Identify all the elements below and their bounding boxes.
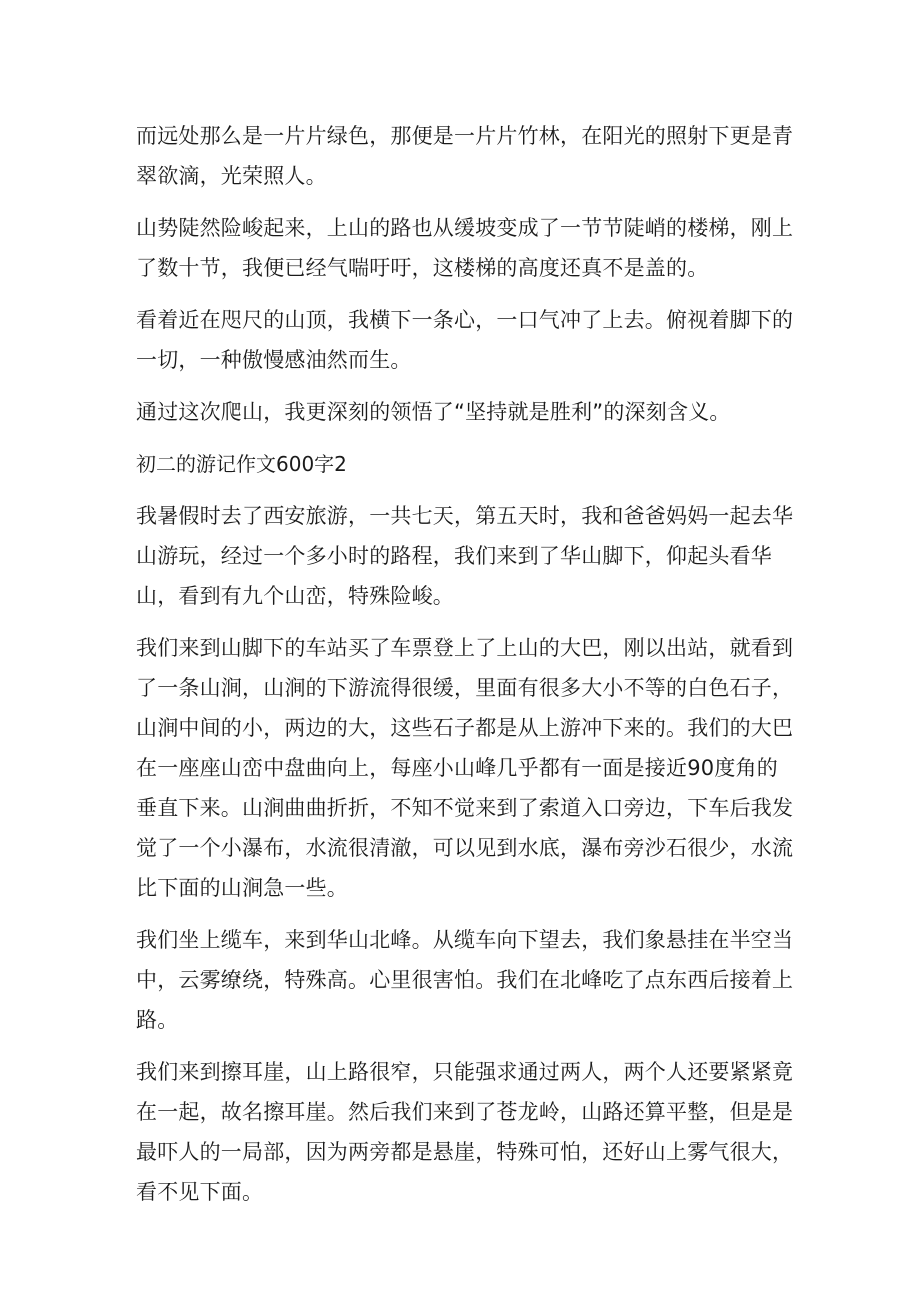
paragraph-conclusion: 通过这次爬山，我更深刻的领悟了“坚持就是胜利”的深刻含义。	[136, 400, 731, 424]
paragraph-bamboo: 而远处那么是一片片绿色，那便是一片片竹林，在阳光的照射下更是青翠欲滴，光荣照人。	[136, 124, 794, 188]
paragraph-summit: 看着近在咫尺的山顶，我横下一条心，一口气冲了上去。俯视着脚下的一切，一种傲慢感油然而生。	[136, 308, 794, 372]
paragraph-cable-car: 我们坐上缆车，来到华山北峰。从缆车向下望去，我们象悬挂在半空当中，云雾缭绕，特殊高。心里很害怕。我们在北峰吃了点东西后接着上路。	[136, 928, 794, 1032]
paragraph-xian-trip: 我暑假时去了西安旅游，一共七天，第五天时，我和爸爸妈妈一起去华山游玩，经过一个多小时的路程，我们来到了华山脚下，仰起头看华山，看到有九个山峦，特殊险峻。	[136, 504, 794, 608]
section-title: 初二的游记作文600字2	[136, 452, 347, 476]
document-body	[136, 116, 796, 1224]
paragraph-bus-stream: 我们来到山脚下的车站买了车票登上了上山的大巴，刚以出站，就看到了一条山涧，山涧的下游流得很缓，里面有很多大小不等的白色石子，山涧中间的小，两边的大，这些石子都是从上游冲下来的。我们的大巴在一座座山峦中盘曲向上，每座小山峰几乎都有一面是接近90度角的垂直下来。山涧曲曲折折，不知不觉来到了索道入口旁边，下车后我发觉了一个小瀑布，水流很清澈，可以见到水底，瀑布旁沙石很少，水流比下面的山涧急一些。	[136, 636, 794, 900]
paragraph-stairs: 山势陡然险峻起来，上山的路也从缓坡变成了一节节陡峭的楼梯，刚上了数十节，我便已经气喘吁吁，这楼梯的高度还真不是盖的。	[136, 216, 794, 280]
paragraph-ear-cliff: 我们来到擦耳崖，山上路很窄，只能强求通过两人，两个人还要紧紧竟在一起，故名擦耳崖。然后我们来到了苍龙岭，山路还算平整，但是是最吓人的一局部，因为两旁都是悬崖，特殊可怕，还好山上雾气很大，看不见下面。	[136, 1060, 794, 1204]
